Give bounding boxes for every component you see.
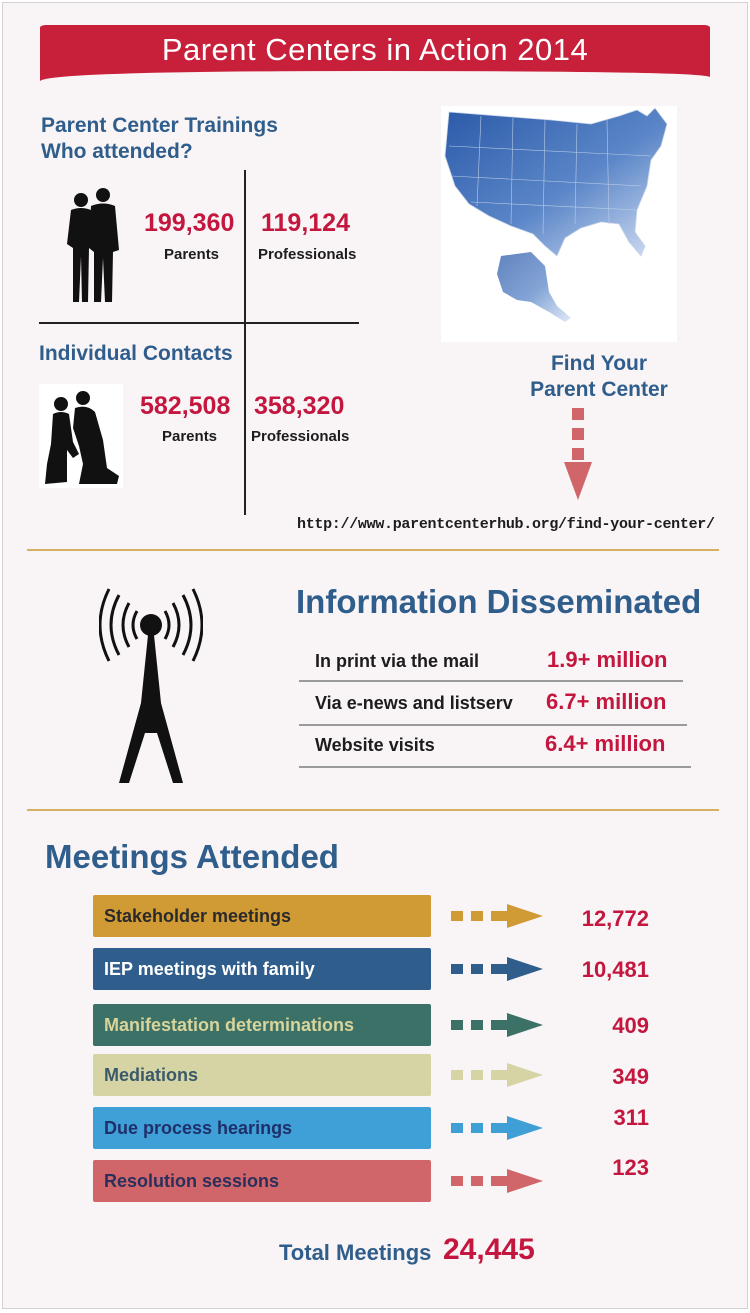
find-center-label-line2: Parent Center	[530, 378, 668, 401]
total-meetings-value: 24,445	[443, 1233, 535, 1266]
info-row-value: 1.9+ million	[547, 647, 668, 672]
quadrant-horizontal-divider	[39, 322, 359, 324]
meeting-bar	[93, 948, 431, 990]
meeting-label: Mediations	[104, 1065, 199, 1085]
meeting-value: 12,772	[581, 906, 649, 931]
contacts-professionals-value: 358,320	[254, 392, 345, 420]
meeting-value: 409	[612, 1013, 649, 1038]
total-meetings-label: Total Meetings	[279, 1240, 432, 1265]
infographic-page	[2, 2, 748, 1309]
meeting-value: 311	[613, 1105, 649, 1130]
meeting-value: 10,481	[581, 957, 649, 982]
us-map[interactable]	[441, 106, 677, 342]
broadcast-tower-icon	[99, 583, 203, 787]
section-divider	[27, 809, 719, 811]
info-row	[299, 683, 689, 723]
meeting-bar	[93, 1160, 431, 1202]
info-row-label: Via e-news and listserv	[315, 693, 513, 713]
meeting-bar	[93, 1107, 431, 1149]
contacts-heading: Individual Contacts	[39, 342, 233, 365]
right-arrow-icon	[451, 1012, 545, 1038]
meeting-label: Stakeholder meetings	[104, 906, 292, 926]
adults-silhouette-icon	[63, 186, 125, 306]
quadrant-vertical-divider	[244, 170, 246, 515]
meeting-bar	[93, 1054, 431, 1096]
right-arrow-icon	[451, 956, 545, 982]
find-center-link[interactable]: http://www.parentcenterhub.org/find-your-center/	[297, 516, 715, 533]
info-row-label: In print via the mail	[315, 651, 480, 671]
trainings-heading	[41, 113, 278, 165]
meeting-value: 123	[612, 1155, 649, 1180]
right-arrow-icon	[451, 903, 545, 929]
section-divider	[27, 549, 719, 551]
right-arrow-icon	[451, 1062, 545, 1088]
trainings-professionals-label: Professionals	[258, 246, 357, 263]
contacts-parents-label: Parents	[162, 428, 218, 445]
info-row	[299, 641, 685, 681]
info-heading: Information Disseminated	[296, 583, 702, 620]
page-title: Parent Centers in Action 2014	[161, 32, 589, 67]
meeting-value: 349	[612, 1064, 649, 1089]
find-center-label[interactable]	[519, 351, 679, 403]
meeting-label: Due process hearings	[104, 1118, 293, 1138]
right-arrow-icon	[451, 1168, 545, 1194]
us-map-icon	[441, 106, 677, 342]
trainings-heading-line1: Parent Center Trainings	[41, 114, 278, 137]
right-arrow-icon	[451, 1115, 545, 1141]
meeting-label: Resolution sessions	[104, 1171, 280, 1191]
contacts-professionals-label: Professionals	[251, 428, 350, 445]
meeting-bar	[93, 1004, 431, 1046]
title-banner	[40, 25, 710, 81]
meeting-label: IEP meetings with family	[104, 959, 315, 979]
info-row-label: Website visits	[315, 735, 435, 755]
contacts-image-frame	[39, 384, 123, 488]
conversation-silhouette-icon	[39, 384, 123, 488]
trainings-parents-label: Parents	[164, 246, 220, 263]
info-row	[299, 725, 691, 765]
trainings-heading-line2: Who attended?	[41, 140, 193, 163]
find-center-label-line1: Find Your	[550, 352, 648, 375]
contacts-parents-value: 582,508	[140, 392, 231, 420]
meetings-heading: Meetings Attended	[45, 838, 339, 875]
meeting-label: Manifestation determinations	[104, 1015, 355, 1035]
info-row-value: 6.4+ million	[545, 731, 666, 756]
info-row-value: 6.7+ million	[546, 689, 667, 714]
down-arrow-icon	[563, 408, 593, 502]
trainings-parents-value: 199,360	[144, 209, 235, 237]
meeting-bar	[93, 895, 431, 937]
trainings-professionals-value: 119,124	[261, 209, 350, 237]
info-row-divider	[299, 680, 683, 682]
info-row-divider	[299, 766, 691, 768]
